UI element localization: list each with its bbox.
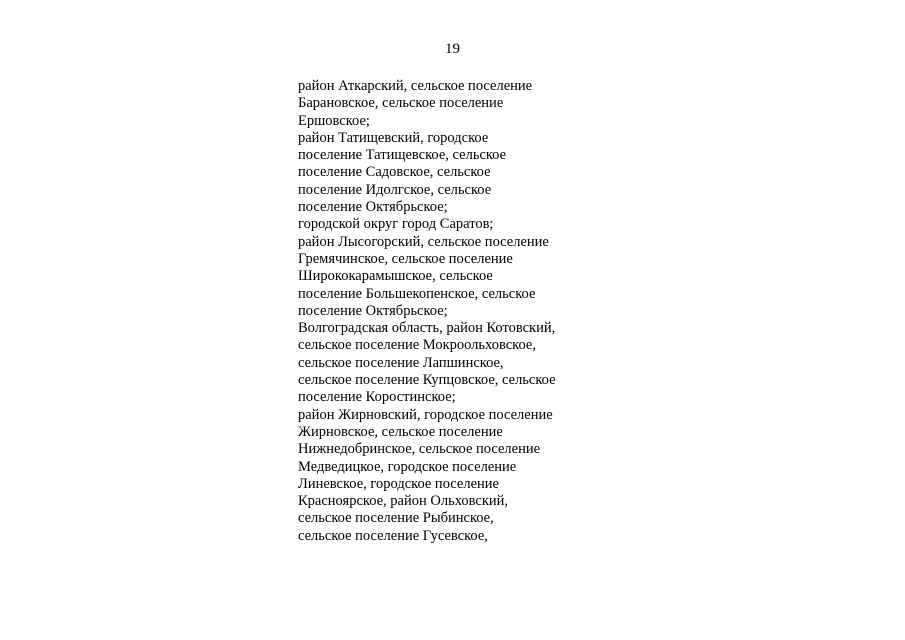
text-line: район Лысогорский, сельское поселение [298, 233, 549, 250]
text-line: сельское поселение Рыбинское, [298, 510, 494, 527]
text-line: поселение Садовское, сельское [298, 164, 491, 181]
text-line: Ширококарамышское, сельское [298, 268, 493, 285]
text-line: поселение Идолгское, сельское [298, 181, 492, 198]
text-line: Жирновское, сельское поселение [298, 423, 503, 440]
text-line: Красноярское, район Ольховский, [298, 493, 509, 510]
text-line: район Аткарский, сельское поселение [298, 78, 533, 94]
text-line: район Татищевский, городское [298, 129, 489, 146]
text-line: сельское поселение Гусевское, [298, 527, 488, 544]
text-line: сельское поселение Лапшинское, [298, 354, 504, 371]
text-line: Ершовское; [298, 112, 370, 129]
text-line: Гремячинское, сельское поселение [298, 250, 513, 267]
text-line: Барановское, сельское поселение [298, 95, 504, 112]
text-line: поселение Большекопенское, сельское [298, 285, 536, 302]
text-body [298, 78, 718, 545]
text-line: сельское поселение Купцовское, сельское [298, 372, 556, 389]
text-line: Линевское, городское поселение [298, 475, 499, 492]
text-line: поселение Татищевское, сельское [298, 147, 507, 164]
text-line: Нижнедобринское, сельское поселение [298, 441, 541, 458]
text-line: поселение Октябрьское; [298, 302, 448, 319]
text-line: Волгоградская область, район Котовский, [298, 320, 556, 337]
text-line: городской округ город Саратов; [298, 216, 494, 233]
text-line: район Жирновский, городское поселение [298, 406, 553, 423]
text-line: Медведицкое, городское поселение [298, 458, 517, 475]
text-line: сельское поселение Мокроольховское, [298, 337, 536, 354]
page-number: 19 [445, 41, 460, 57]
text-line: поселение Коростинское; [298, 389, 456, 406]
text-line: поселение Октябрьское; [298, 199, 448, 216]
